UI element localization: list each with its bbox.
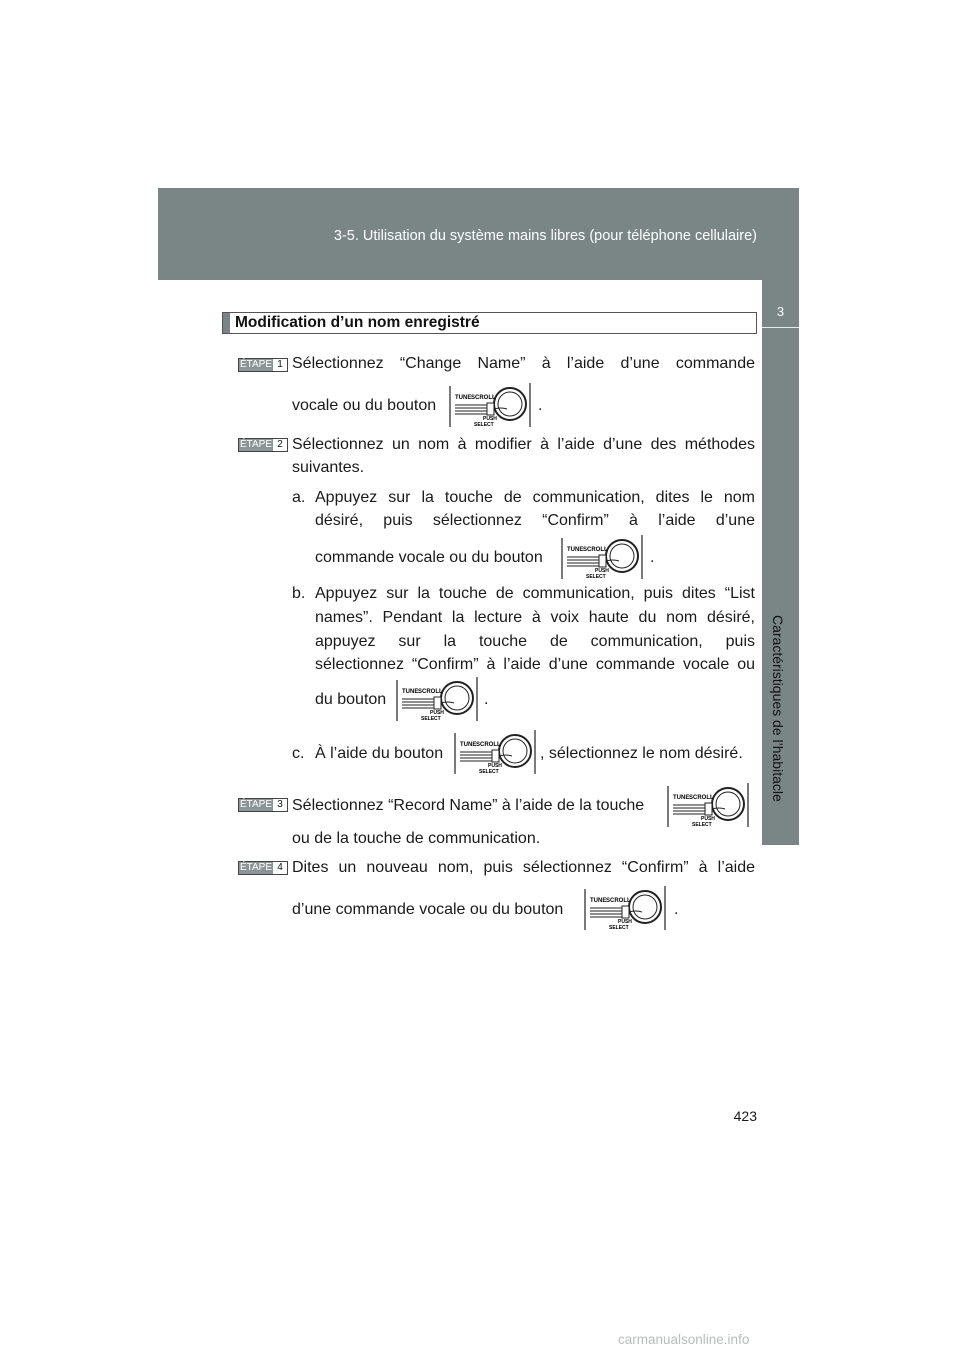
step-3-line-2: ou de la touche de communication. (292, 830, 541, 847)
svg-text:SCROLL: SCROLL (583, 547, 608, 553)
substep-a-line-3: commande vocale ou du bouton (315, 549, 543, 566)
step-number: 2 (273, 439, 287, 451)
svg-text:SELECT: SELECT (692, 822, 712, 828)
svg-text:TUNE: TUNE (673, 795, 690, 801)
substep-b-line-4: sélectionnez “Confirm” à l’aide d’une commande vocale ou (315, 656, 755, 673)
svg-text:TUNE: TUNE (455, 395, 472, 401)
tune-scroll-knob-icon (449, 383, 533, 429)
side-tab-divider (762, 327, 799, 328)
svg-text:SCROLL: SCROLL (418, 689, 443, 695)
step-number: 4 (273, 862, 287, 874)
page-number: 423 (733, 1108, 757, 1124)
chapter-header (158, 188, 799, 280)
step-number: 3 (273, 799, 287, 811)
section-heading-bar (223, 313, 230, 333)
step-1-line-2: vocale ou du bouton (292, 397, 437, 414)
step-2-line-2: suivantes. (292, 459, 365, 476)
substep-a-line-2: désiré, puis sélectionnez “Confirm” à l’aide d’une (315, 512, 755, 529)
tune-scroll-knob-icon (396, 677, 480, 723)
substep-b-line-5: du bouton (315, 691, 387, 708)
substep-b-line-1: Appuyez sur la touche de communication, puis dites “List (315, 585, 755, 602)
svg-text:TUNE: TUNE (460, 742, 477, 748)
step-label: ÉTAPE (239, 359, 273, 370)
section-heading (222, 312, 757, 334)
svg-text:SELECT: SELECT (474, 422, 494, 428)
svg-text:PUSH: PUSH (488, 763, 502, 769)
watermark: carmanualsonline.info (618, 1332, 750, 1347)
svg-text:PUSH: PUSH (701, 816, 715, 822)
step-badge-2 (238, 438, 288, 452)
step-4-line-1: Dites un nouveau nom, puis sélectionnez “Confirm” à l’aide (292, 859, 755, 876)
tune-scroll-knob-icon (454, 730, 538, 776)
substep-c-text-post: , sélectionnez le nom désiré. (540, 745, 743, 762)
svg-text:SELECT: SELECT (421, 716, 441, 722)
svg-text:TUNE: TUNE (567, 547, 584, 553)
step-4-period: . (674, 901, 679, 918)
tune-scroll-knob-icon (561, 535, 645, 581)
svg-text:SELECT: SELECT (609, 925, 629, 931)
step-1-period: . (538, 397, 543, 414)
substep-a-line-1: Appuyez sur la touche de communication, dites le nom (315, 489, 755, 506)
svg-text:PUSH: PUSH (430, 710, 444, 716)
svg-text:SCROLL: SCROLL (476, 742, 501, 748)
svg-text:PUSH: PUSH (595, 568, 609, 574)
substep-b-line-2: names”. Pendant la lecture à voix haute du nom désiré, (315, 609, 755, 626)
step-number: 1 (273, 359, 287, 371)
chapter-title: 3-5. Utilisation du système mains libres (pour téléphone cellulaire) (333, 228, 757, 244)
tune-scroll-knob-icon (584, 886, 668, 932)
section-title: Modification d’un nom enregistré (235, 314, 480, 331)
step-label: ÉTAPE (239, 862, 273, 873)
step-label: ÉTAPE (239, 799, 273, 810)
svg-text:SELECT: SELECT (586, 574, 606, 580)
step-badge-3 (238, 798, 288, 812)
step-1-line-1: Sélectionnez “Change Name” à l’aide d’une commande (292, 355, 755, 372)
svg-text:SCROLL: SCROLL (606, 898, 631, 904)
chapter-side-label: Caractéristiques de l’habitacle (770, 615, 786, 802)
step-2-line-1: Sélectionnez un nom à modifier à l’aide d’une des méthodes (292, 436, 755, 453)
substep-b-marker: b. (292, 585, 306, 602)
step-3-line-1: Sélectionnez “Record Name” à l’aide de la touche (292, 797, 645, 814)
step-label: ÉTAPE (239, 439, 273, 450)
substep-a-period: . (650, 549, 655, 566)
tune-scroll-knob-icon (667, 783, 751, 829)
step-4-line-2: d’une commande vocale ou du bouton (292, 901, 564, 918)
substep-c-marker: c. (292, 745, 305, 762)
svg-text:TUNE: TUNE (590, 898, 607, 904)
step-badge-4 (238, 861, 288, 875)
substep-b-line-3: appuyez sur la touche de communication, puis (315, 633, 755, 650)
svg-text:SCROLL: SCROLL (689, 795, 714, 801)
step-badge-1 (238, 358, 288, 372)
substep-b-period: . (484, 691, 489, 708)
svg-text:TUNE: TUNE (402, 689, 419, 695)
substep-c-text-pre: À l’aide du bouton (315, 745, 444, 762)
svg-text:PUSH: PUSH (618, 919, 632, 925)
svg-text:SCROLL: SCROLL (471, 395, 496, 401)
svg-text:SELECT: SELECT (479, 769, 499, 775)
svg-text:PUSH: PUSH (483, 416, 497, 422)
substep-a-marker: a. (292, 489, 306, 506)
chapter-number: 3 (776, 304, 785, 319)
